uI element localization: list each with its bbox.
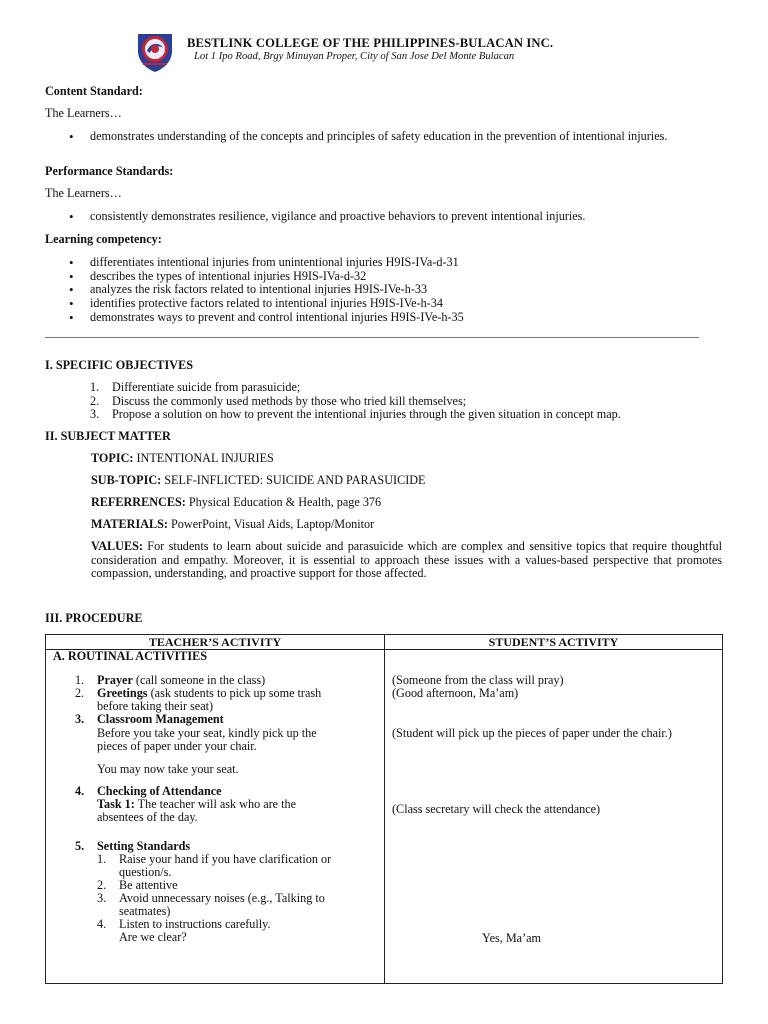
student-response: (Student will pick up the pieces of paper under the chair.)	[392, 726, 672, 740]
list-item: 1. Differentiate suicide from parasuicide;	[90, 380, 301, 394]
specific-objectives-heading: I. SPECIFIC OBJECTIVES	[45, 358, 193, 372]
classroom-management-item: Classroom Management	[97, 712, 224, 726]
college-logo	[134, 31, 176, 73]
school-name: BESTLINK COLLEGE OF THE PHILIPPINES-BULACAN INC.	[187, 36, 554, 50]
learning-competency-heading: Learning competency:	[45, 232, 162, 246]
teacher-activity-cell: A. ROUTINAL ACTIVITIES 1. Prayer (call someone in the class) 2. Greetings (ask students to pick up some trash before taking their seat) 3. Classroom Management Before you take your seat, kindly pick up the pieces of paper under your chair. You may now take your seat. 4. Checking of Attendance Task 1: The teacher will ask who are the absentees of the day. 5. Setting Standards 1. Raise your hand if you have clarification or question/s. 2. Be attentive 3. Avoid unnecessary noises (e.g., Talking to seatmates) 4. Listen to instructions carefully. Are we clear?	[46, 650, 385, 984]
list-item: 2. Discuss the commonly used methods by those who tried kill themselves;	[90, 393, 467, 408]
values-paragraph: VALUES: For students to learn about suicide and parasuicide which are complex and sensitive topics that require thoughtful consideration and empathy. Moreover, it is essential to approach these issues with a values-based perspective that promotes compassion, understanding, and proactive support for those affected.	[91, 539, 722, 581]
student-response: Yes, Ma’am	[482, 931, 542, 945]
standard-item: Raise your hand if you have clarification or	[119, 852, 332, 866]
performance-standards-list	[45, 210, 705, 224]
greetings-item: Greetings (ask students to pick up some trash	[97, 686, 322, 700]
subtopic-line: SUB-TOPIC: SELF-INFLICTED: SUICIDE AND PARASUICIDE	[91, 473, 426, 487]
student-response: (Good afternoon, Ma’am)	[392, 686, 519, 700]
list-item: • describes the types of intentional injuries H9IS-IVa-d-32	[45, 270, 705, 284]
student-activity-header: STUDENT’S ACTIVITY	[385, 635, 723, 650]
content-standard-heading: Content Standard:	[45, 84, 143, 98]
standard-item: Listen to instructions carefully.	[119, 917, 271, 931]
list-item: 3. Propose a solution on how to prevent the intentional injuries through the given situation in concept map.	[90, 407, 621, 422]
checking-attendance-item: Checking of Attendance	[97, 784, 222, 798]
topic-line: TOPIC: INTENTIONAL INJURIES	[91, 451, 274, 465]
list-item: • demonstrates understanding of the concepts and principles of safety education in the prevention of intentional injuries.	[45, 130, 705, 144]
standard-item: Be attentive	[119, 878, 178, 892]
learning-competency-list	[45, 256, 705, 324]
procedure-heading: III. PROCEDURE	[45, 611, 143, 625]
specific-objectives-list	[90, 381, 730, 422]
content-standard-intro: The Learners…	[45, 106, 122, 120]
teacher-activity-header: TEACHER’S ACTIVITY	[46, 635, 385, 650]
performance-standards-intro: The Learners…	[45, 186, 122, 200]
routinal-activities-heading: A. ROUTINAL ACTIVITIES	[53, 649, 208, 663]
school-address: Lot 1 Ipo Road, Brgy Minuyan Proper, City of San Jose Del Monte Bulacan	[194, 51, 515, 62]
performance-standards-heading: Performance Standards:	[45, 164, 174, 178]
references-line: REFERRENCES: Physical Education & Health, page 376	[91, 495, 382, 509]
student-response: (Class secretary will check the attendance)	[392, 802, 601, 816]
procedure-table	[45, 634, 723, 984]
prayer-item: Prayer (call someone in the class)	[97, 673, 266, 687]
subject-matter-heading: II. SUBJECT MATTER	[45, 429, 171, 443]
list-item: • identifies protective factors related to intentional injuries H9IS-IVe-h-34	[45, 297, 705, 311]
list-item: • analyzes the risk factors related to intentional injuries H9IS-IVe-h-33	[45, 283, 705, 297]
setting-standards-item: Setting Standards	[97, 839, 191, 853]
list-item: • demonstrates ways to prevent and control intentional injuries H9IS-IVe-h-35	[45, 311, 705, 325]
section-divider	[45, 337, 699, 338]
content-standard-list	[45, 130, 705, 144]
list-item: • consistently demonstrates resilience, vigilance and proactive behaviors to prevent intentional injuries.	[45, 210, 705, 224]
materials-line: MATERIALS: PowerPoint, Visual Aids, Laptop/Monitor	[91, 517, 375, 531]
list-item: • differentiates intentional injuries from unintentional injuries H9IS-IVa-d-31	[45, 256, 705, 270]
student-response: (Someone from the class will pray)	[392, 673, 564, 687]
student-activity-cell	[385, 650, 723, 984]
standard-item: Avoid unnecessary noises (e.g., Talking to	[119, 891, 325, 905]
